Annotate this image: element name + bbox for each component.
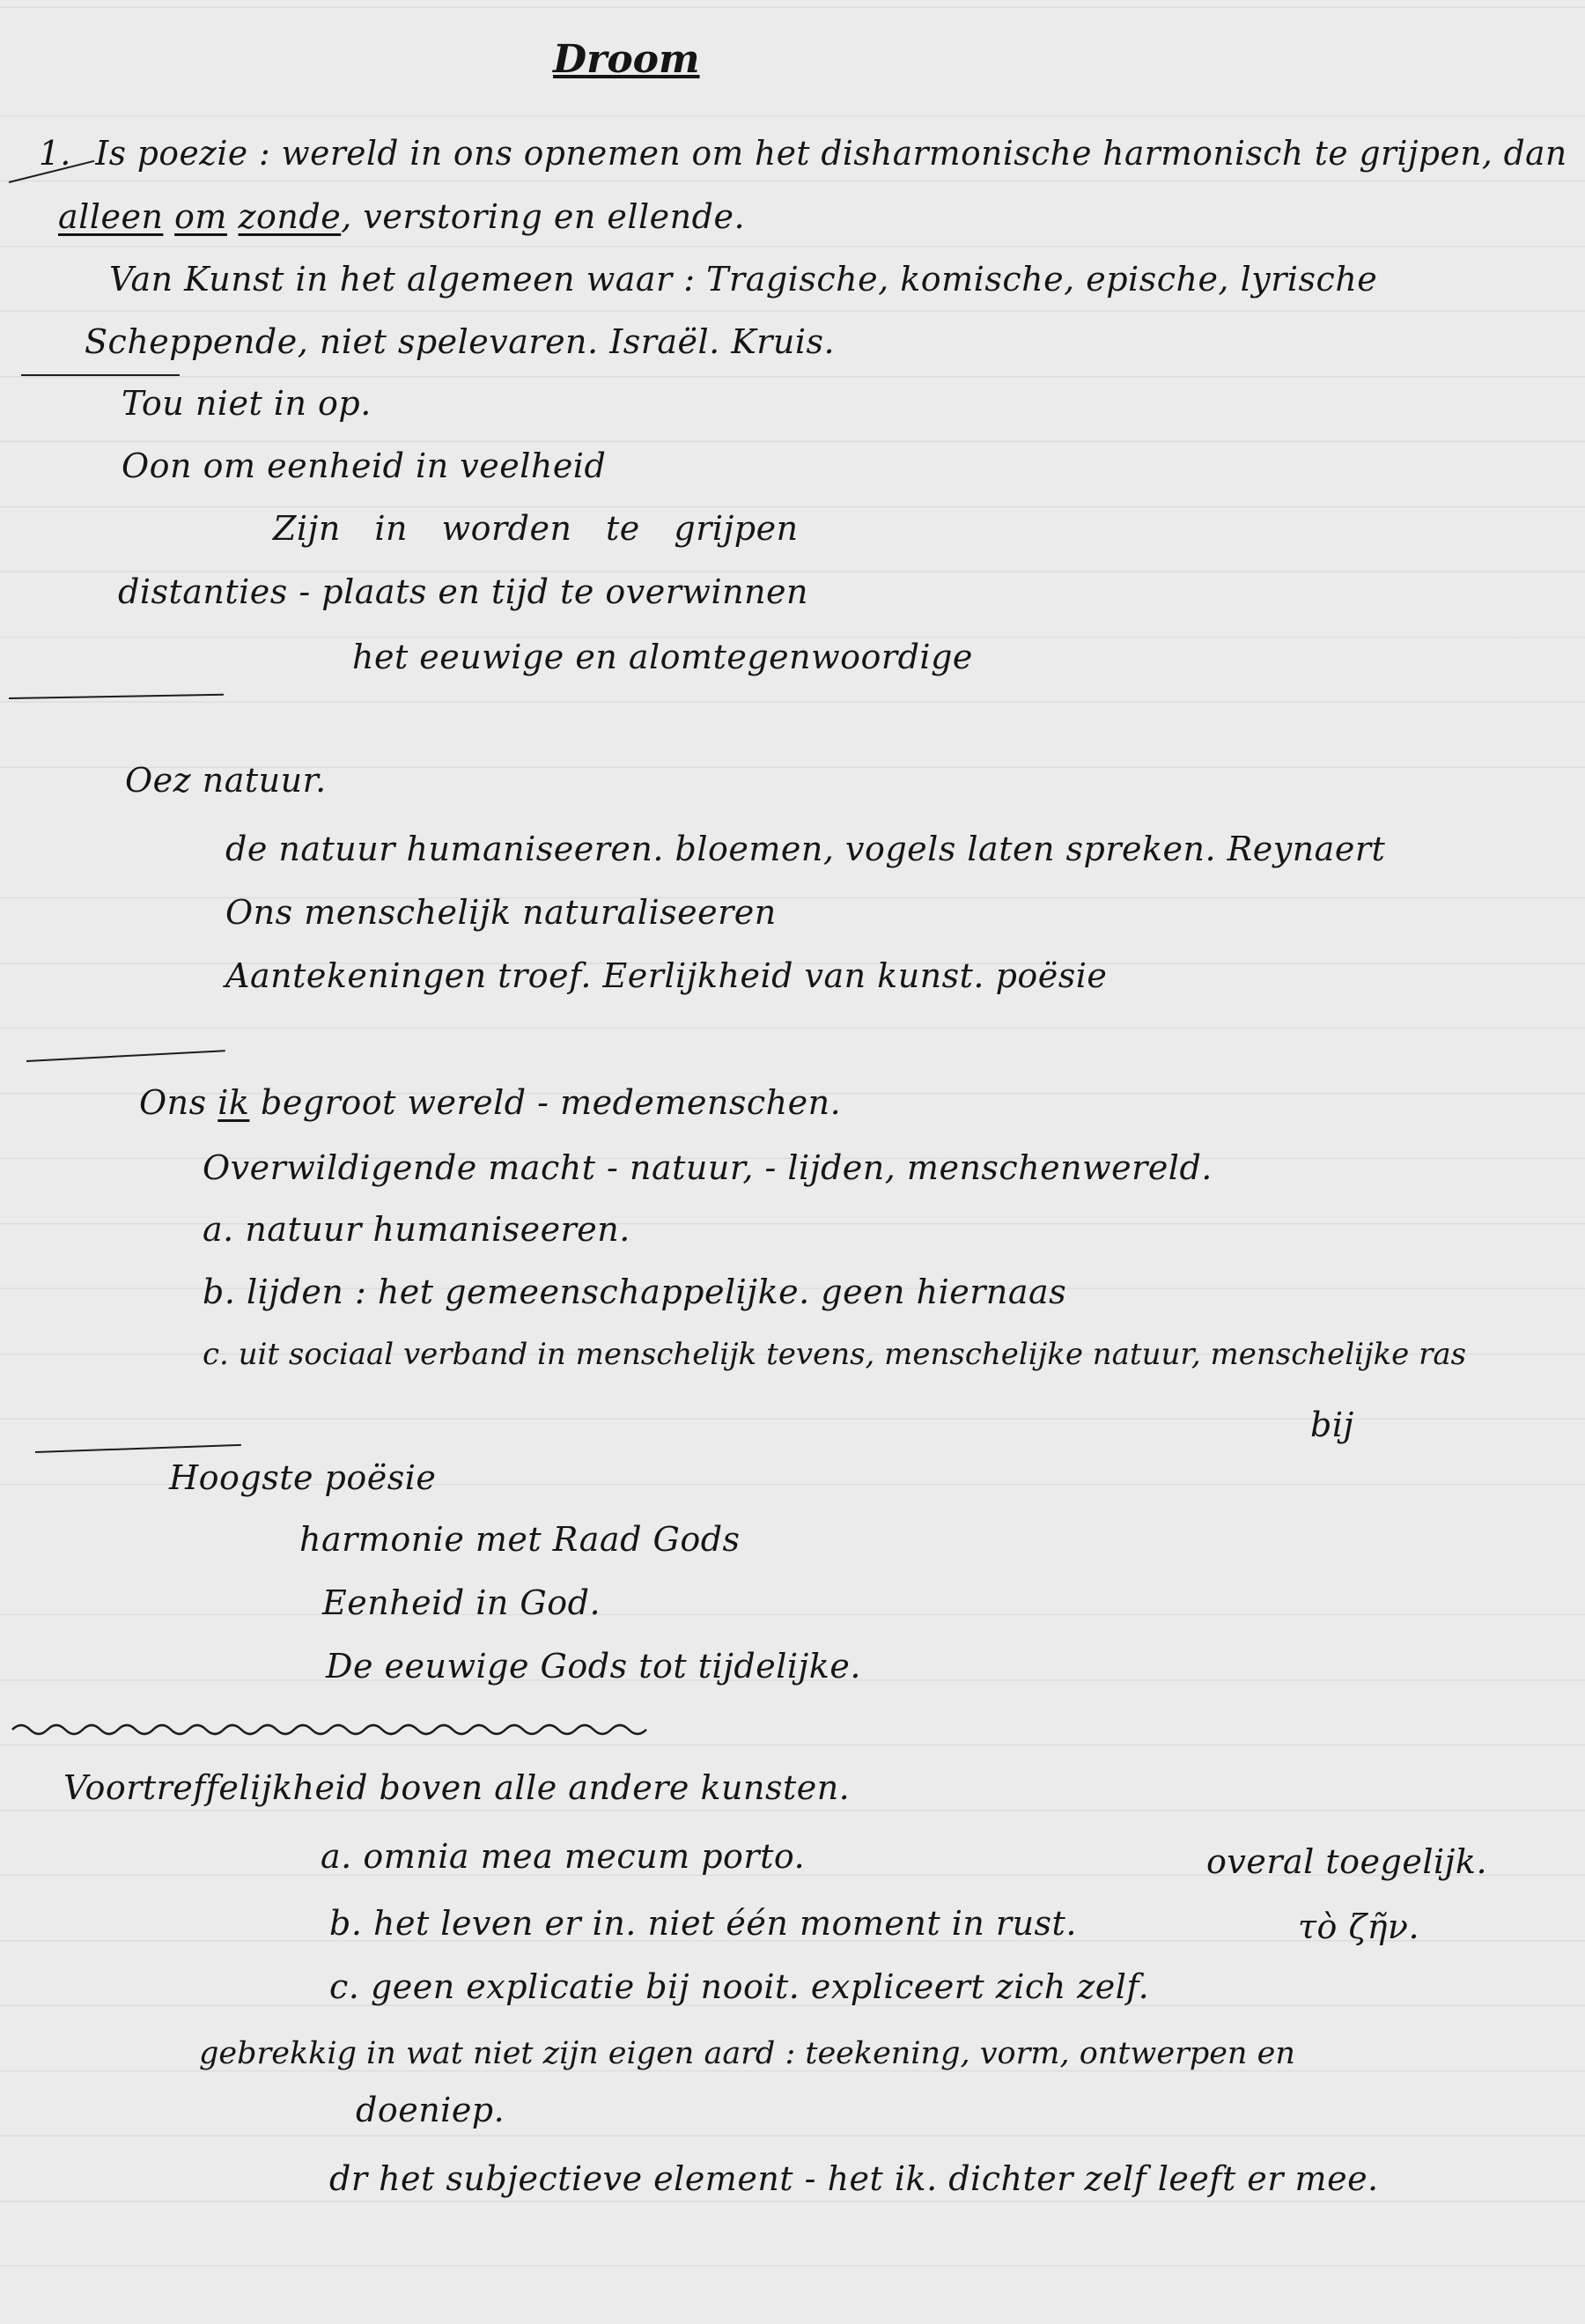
underlined-word: ik: [217, 1083, 250, 1122]
section-2-line-3: Ons menschelijk naturaliseeren: [225, 893, 777, 932]
section-3-line-6: bij: [1310, 1405, 1354, 1444]
section-4-line-3: Eenheid in God.: [322, 1583, 601, 1622]
section-4-line-4: De eeuwige Gods tot tijdelijke.: [326, 1647, 861, 1686]
section-3-line-4: b. lijden : het gemeenschappelijke. geen hiernaas: [203, 1273, 1067, 1311]
short-rule: [21, 374, 180, 376]
section-5-line-4: c. geen explicatie bij nooit. expliceert zich zelf.: [329, 1967, 1150, 2006]
text-span: Is poezie : wereld in ons opnemen om het disharmonische harmonisch te grijpen, dan: [95, 134, 1567, 173]
section-5-line-2: a. omnia mea mecum porto.: [321, 1837, 806, 1876]
section-2-line-1: Oez natuur.: [125, 761, 327, 800]
section-1-line-6: Oon om eenheid in veelheid: [122, 446, 607, 485]
section-3-line-3: a. natuur humaniseeren.: [203, 1210, 630, 1249]
section-1-line-9: het eeuwige en alomtegenwoordige: [352, 638, 973, 676]
section-3-line-2: Overwildigende macht - natuur, - lijden, menschenwereld.: [203, 1148, 1213, 1187]
section-5-line-3-right: τὸ ζῆν.: [1298, 1907, 1420, 1946]
section-5-line-1: Voortreffelijkheid boven alle andere kunsten.: [63, 1768, 851, 1807]
page-title: Droom: [553, 37, 700, 82]
wavy-divider: [11, 1717, 653, 1738]
section-divider: [26, 1050, 225, 1062]
section-number: 1.: [39, 134, 71, 173]
section-1-line-7: Zijn in worden te grijpen: [273, 509, 799, 548]
section-1-line-4: Scheppende, niet spelevaren. Israël. Kruis.: [85, 322, 836, 361]
section-1-line-2: [58, 196, 745, 238]
section-1-line-5: Tou niet in op.: [122, 384, 372, 423]
section-5-line-5: gebrekkig in wat niet zijn eigen aard : teekening, vorm, ontwerpen en: [199, 2036, 1295, 2071]
underlined-word: alleen: [58, 197, 164, 236]
section-5-line-6: doeniep.: [356, 2091, 505, 2129]
section-1-line-1: [39, 132, 1567, 174]
section-2-line-2: de natuur humaniseeren. bloemen, vogels laten spreken. Reynaert: [225, 830, 1386, 868]
section-1-line-3: Van Kunst in het algemeen waar : Tragische, komische, epische, lyrische: [109, 260, 1378, 299]
underlined-word: om: [174, 197, 227, 236]
section-divider: [9, 694, 224, 699]
section-4-line-1: Hoogste poësie: [169, 1458, 437, 1497]
section-4-line-2: harmonie met Raad Gods: [299, 1520, 741, 1559]
section-3-line-1: [139, 1081, 841, 1124]
section-2-line-4: Aantekeningen troef. Eerlijkheid van kunst. poësie: [225, 956, 1108, 995]
section-5-line-2-right: overal toegelijk.: [1206, 1842, 1488, 1881]
text-span: Ons: [139, 1083, 207, 1122]
section-5-line-7: dr het subjectieve element - het ik. dichter zelf leeft er mee.: [329, 2159, 1379, 2198]
text-span: , verstoring en ellende.: [341, 197, 746, 236]
section-5-line-3: b. het leven er in. niet één moment in rust.: [329, 1904, 1077, 1943]
section-1-line-8: distanties - plaats en tijd te overwinnen: [118, 572, 809, 611]
underlined-word: zonde: [238, 197, 342, 236]
section-3-line-5: c. uit sociaal verband in menschelijk tevens, menschelijke natuur, menschelijke ras: [203, 1337, 1467, 1372]
section-divider: [35, 1444, 241, 1453]
text-span: begroot wereld - medemenschen.: [261, 1083, 842, 1122]
